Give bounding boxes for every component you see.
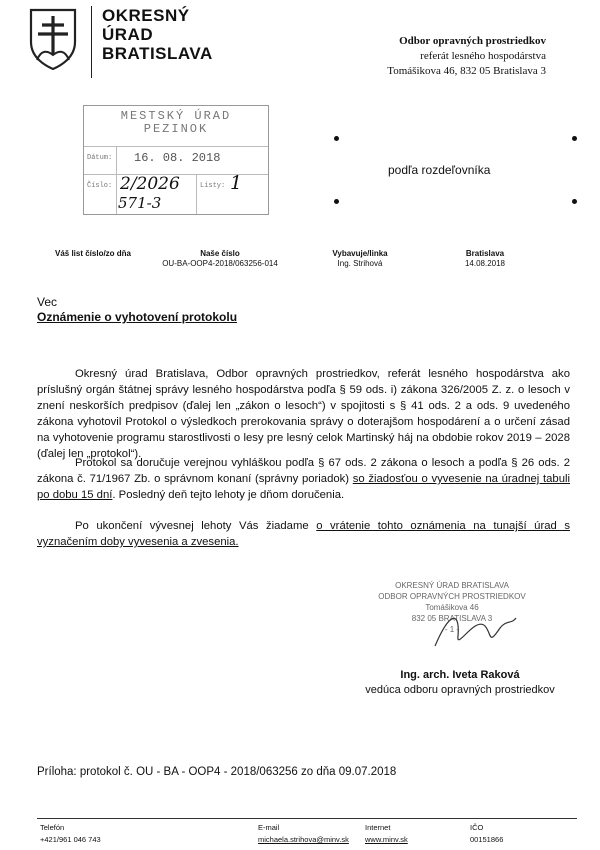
stamp-date-label: Dátum: — [87, 154, 113, 162]
ref-label: Naše číslo — [200, 249, 240, 258]
body-text: . Posledný deň tejto lehoty je dňom doručenia. — [112, 489, 345, 501]
body-text: Protokol sa doručuje verejnou vyhláškou podľa § 67 ods. 2 zákona o lesoch a podľa § 26 ods. 2 zákona č. 71/1967 Zb. o správnom konaní (správny poriadok) — [37, 457, 570, 485]
footer-label: IČO — [470, 823, 484, 832]
ref-your-letter — [38, 249, 148, 259]
office-name — [102, 6, 213, 63]
unit-name: referát lesného hospodárstva — [420, 50, 546, 62]
footer-email-link[interactable]: michaela.strihova@minv.sk — [258, 835, 349, 844]
office-name-line: ÚRAD — [102, 25, 154, 44]
ref-our-number — [140, 249, 300, 269]
ref-label: Váš list číslo/zo dňa — [54, 249, 132, 258]
footer-value: +421/961 046 743 — [40, 835, 101, 844]
footer-label: Telefón — [40, 823, 65, 832]
dot-mark — [334, 199, 339, 204]
body-paragraph-1: Okresný úrad Bratislava, Odbor opravných prostriedkov, referát lesného hospodárstva ako príslušný orgán štátnej správy lesného hospodárstva podľa § 59 ods. i) zákona 326/2005 Z. z. o lesoch v znení neskorších predpisov (ďalej len „zákon o lesoch“) v spojitosti s § 41 ods. 2 a ods. 9 uvedeného zákona vyhotovil Protokol o výsledkoch prerokovania správy o doterajšom hospodárení a o určení zásad na vyhotovenie programu starostlivosti o lesy pre lesný celok Martinský háj na obdobie rokov 2019 – 2028 (ďalej len „protokol“). — [37, 368, 570, 460]
coat-of-arms-icon — [28, 8, 78, 70]
subject-title: Oznámenie o vyhotovení protokolu — [37, 310, 238, 324]
recipient: podľa rozdeľovníka — [388, 163, 491, 177]
footer-web — [365, 822, 408, 846]
attachment: Príloha: protokol č. OU - BA - OOP4 - 2018/063256 zo dňa 09.07.2018 — [37, 766, 397, 778]
body-paragraph-2 — [37, 455, 570, 503]
footer-web-link[interactable]: www.minv.sk — [365, 835, 408, 844]
footer-email — [258, 822, 349, 846]
footer-label: E-mail — [258, 823, 280, 832]
stamp-line: Tomášikova 46 — [425, 603, 479, 612]
received-stamp — [83, 105, 269, 215]
footer-value: 00151866 — [470, 835, 504, 844]
ref-label: Vybavuje/linka — [332, 249, 388, 258]
stamp-line: 832 05 BRATISLAVA 3 — [411, 614, 493, 623]
footer-divider — [37, 818, 577, 819]
ref-value: OU-BA-OOP4-2018/063256-014 — [162, 259, 278, 268]
body-text: Po ukončení vývesnej lehoty Vás žiadame — [75, 520, 317, 532]
ref-value: Ing. Strihová — [337, 259, 383, 268]
ref-value: 14.08.2018 — [464, 259, 506, 268]
department-address — [387, 34, 546, 79]
department-name: Odbor opravných prostriedkov — [399, 35, 546, 47]
body-paragraph-3 — [37, 518, 570, 550]
signatory-title: vedúca odboru opravných prostriedkov — [365, 684, 555, 696]
stamp-line: ODBOR OPRAVNÝCH PROSTRIEDKOV — [378, 592, 526, 601]
stamp-number: 2/2026 — [120, 174, 180, 194]
signature-block — [330, 668, 590, 698]
stamp-handled: 571-3 — [118, 194, 162, 212]
ref-label: Bratislava — [465, 249, 505, 258]
ref-date — [440, 249, 530, 269]
stamp-sheets: 1 — [230, 172, 243, 194]
office-address: Tomášikova 46, 832 05 Bratislava 3 — [387, 65, 546, 77]
footer-phone — [40, 822, 101, 846]
dot-mark — [334, 136, 339, 141]
header-divider — [91, 6, 92, 78]
office-name-line: OKRESNÝ — [102, 6, 190, 25]
stamp-sheets-label: Listy: — [200, 182, 226, 190]
stamp-line: OKRESNÝ ÚRAD BRATISLAVA — [395, 581, 509, 590]
office-name-line: BRATISLAVA — [102, 44, 213, 63]
signature-icon — [430, 606, 520, 656]
dot-mark — [572, 199, 577, 204]
body-text-underlined: o vrátenie tohto oznámenia na tunajší úrad s vyznačením doby vyvesenia a zvesenia. — [37, 520, 570, 548]
stamp-office: MESTSKÝ ÚRAD PEZINOK — [120, 109, 232, 136]
dot-mark — [572, 136, 577, 141]
subject-label: Vec — [37, 295, 58, 309]
ref-handled-by — [305, 249, 415, 269]
signatory-name: Ing. arch. Iveta Raková — [400, 669, 520, 681]
footer-ico — [470, 822, 503, 846]
body-text-underlined: so žiadosťou o vyvesenie na úradnej tabuli po dobu 15 dní — [37, 473, 570, 501]
stamp-number-label: Číslo: — [87, 182, 113, 190]
stamp-line: - 1 - — [444, 625, 460, 634]
footer-label: Internet — [365, 823, 391, 832]
stamp-date: 16. 08. 2018 — [134, 151, 221, 165]
